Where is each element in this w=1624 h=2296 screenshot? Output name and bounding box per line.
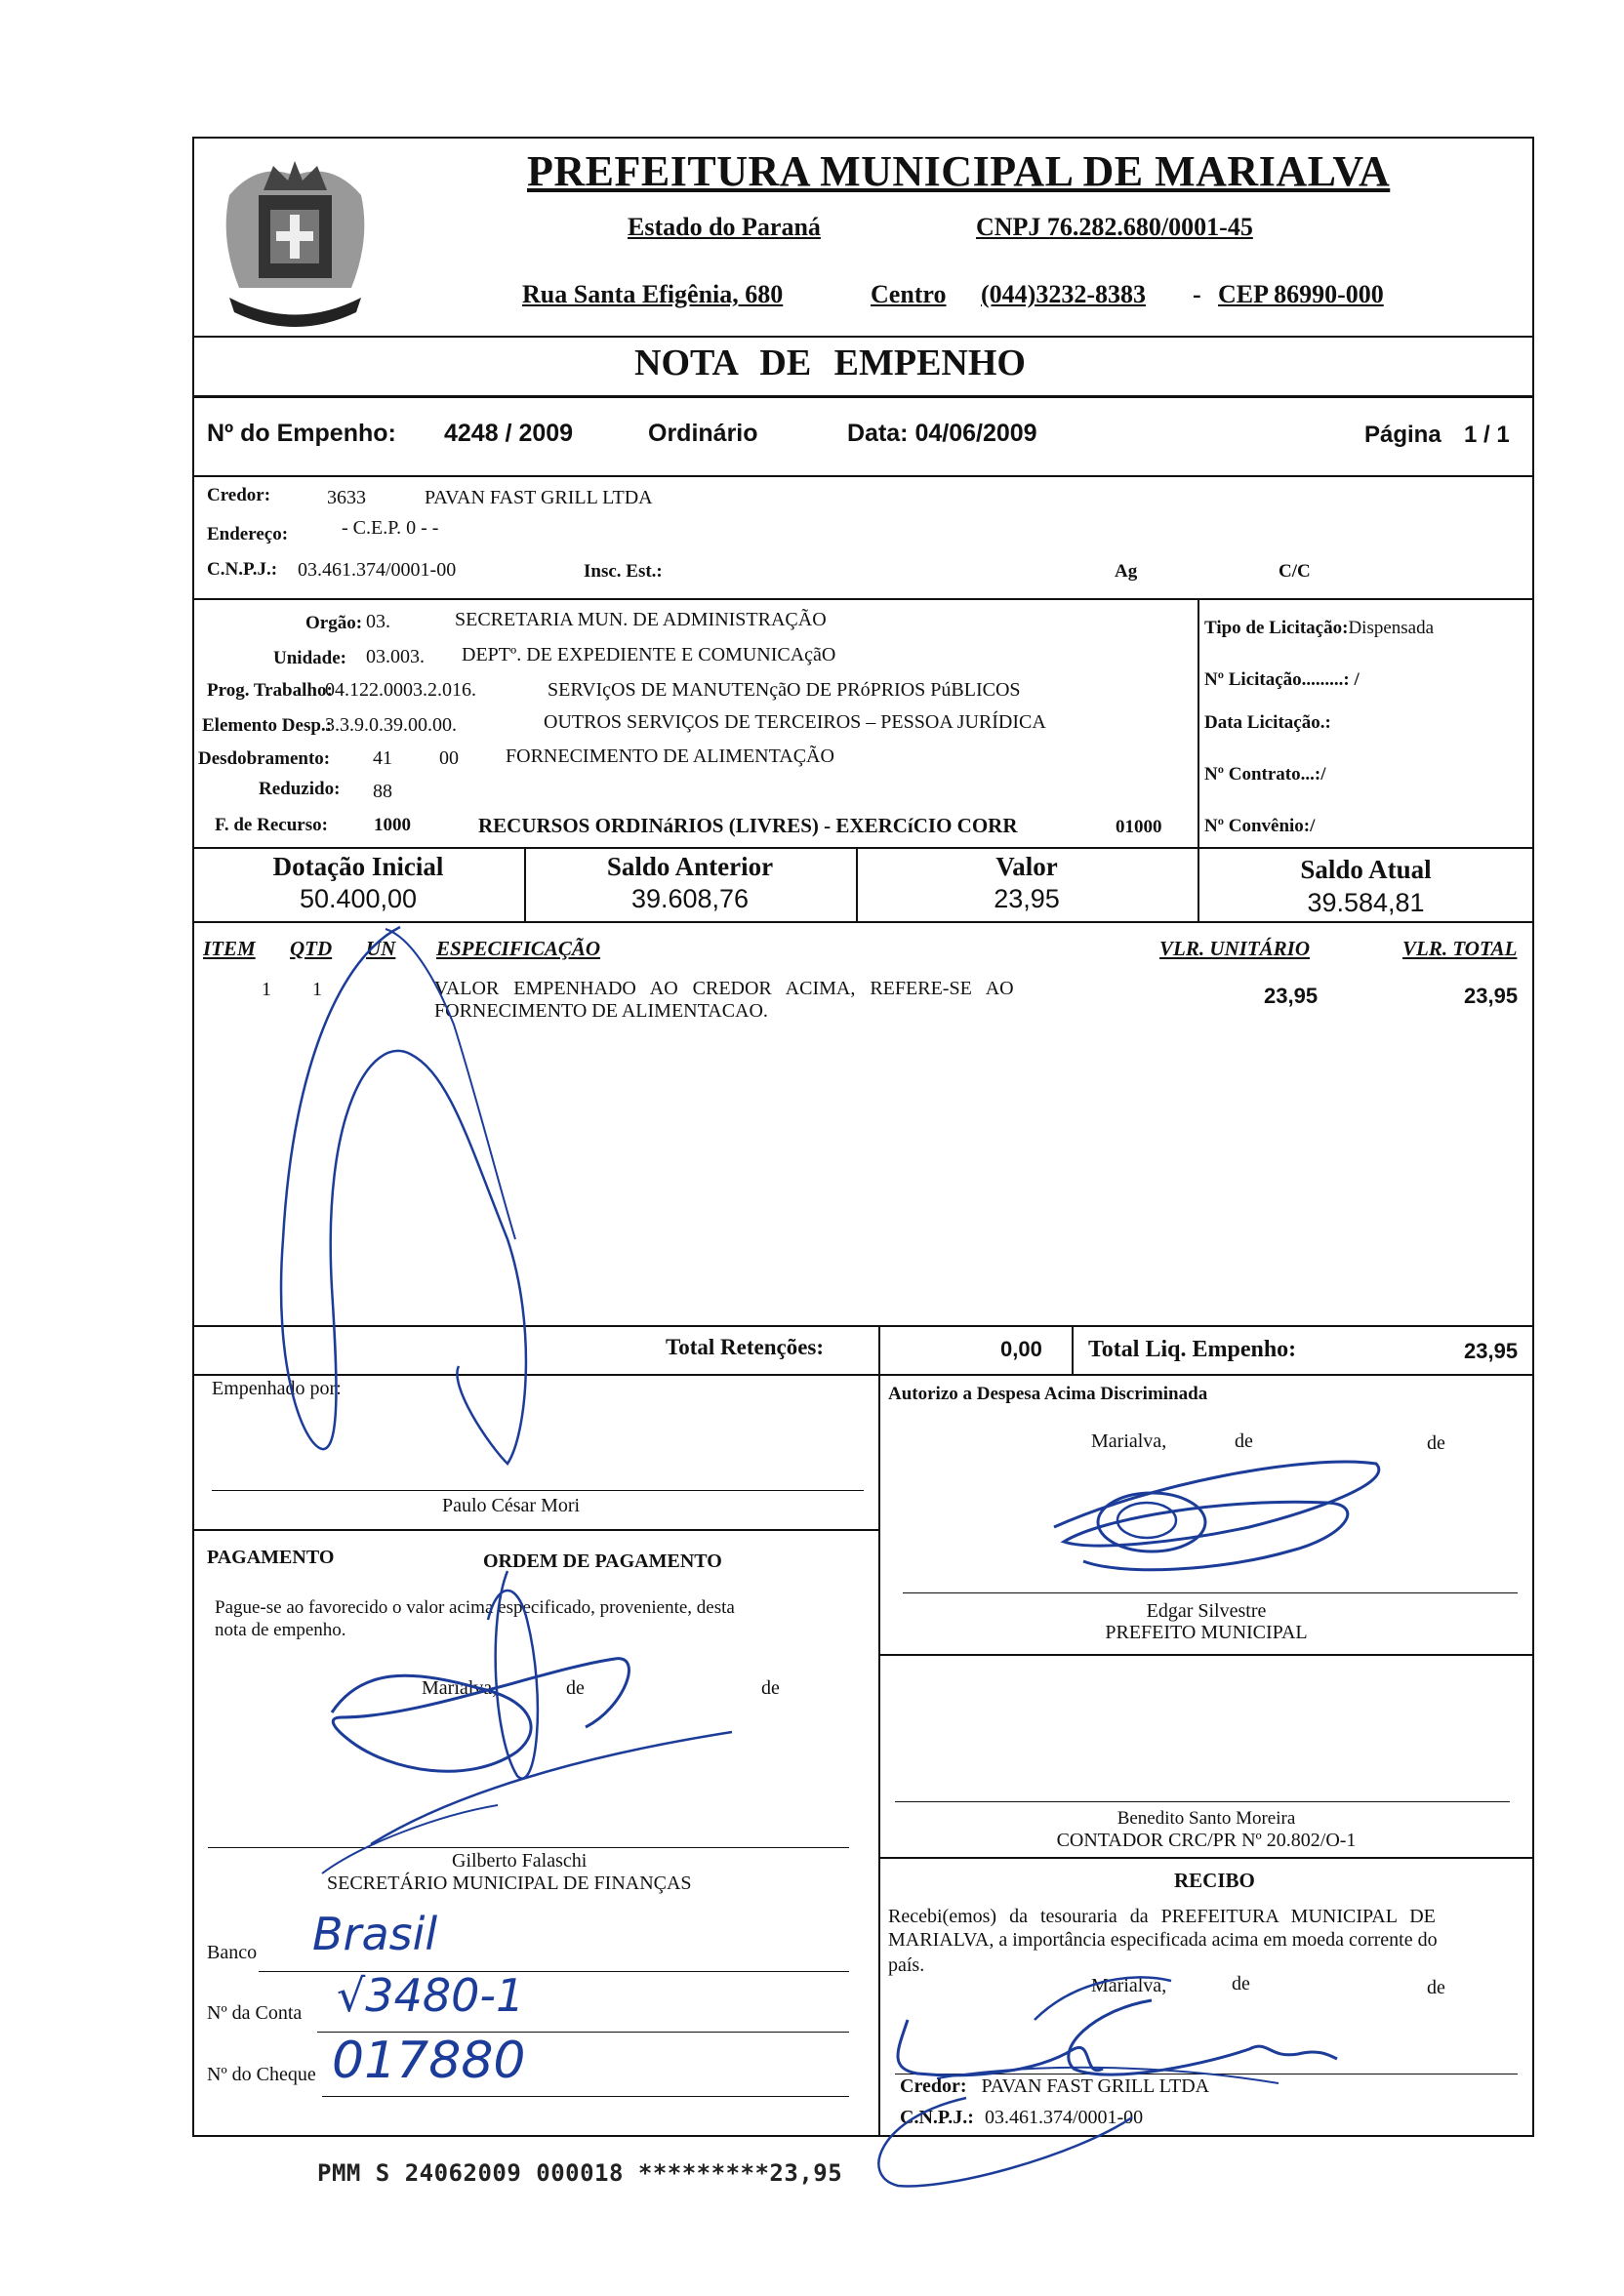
unidade-code: 03.003. — [366, 646, 425, 667]
payment-stamp: PMM S 24062009 000018 *********23,95 — [317, 2159, 843, 2187]
credor-signature — [839, 1961, 1386, 2195]
reduzido-label: Reduzido: — [259, 779, 341, 799]
conta-label: Nº da Conta — [207, 2002, 303, 2024]
col-header-unit-value: VLR. UNITÁRIO — [1159, 937, 1311, 960]
credor-cnpj-label: C.N.P.J.: — [207, 559, 278, 580]
pagamento-text-2: nota de empenho. — [215, 1620, 346, 1640]
credor-cnpj: 03.461.374/0001-00 — [298, 559, 457, 581]
header-dash: - — [1193, 280, 1201, 308]
municipal-crest-icon — [200, 141, 390, 337]
empenho-date: Data: 04/06/2009 — [847, 420, 1037, 447]
elemento-label: Elemento Desp.: — [202, 715, 332, 736]
header-street: Rua Santa Efigênia, 680 — [522, 280, 784, 308]
total-retencoes-value: 0,00 — [1000, 1337, 1042, 1361]
secretario-name: Gilberto Falaschi — [452, 1850, 588, 1872]
recibo-text-2: MARIALVA, a importância especificada acima em moeda corrente do — [888, 1929, 1438, 1951]
row-unit-value: 23,95 — [1264, 984, 1319, 1008]
contador-role: CONTADOR CRC/PR Nº 20.802/O-1 — [1056, 1830, 1357, 1851]
recibo-credor-value: PAVAN FAST GRILL LTDA — [981, 2075, 1210, 2097]
recibo-text-3: país. — [888, 1954, 925, 1976]
elemento-code: 3.3.9.0.39.00.00. — [325, 714, 457, 736]
header-cnpj: CNPJ 76.282.680/0001-45 — [976, 213, 1253, 241]
ag-label: Ag — [1115, 561, 1138, 582]
col-header-item: ITEM — [203, 937, 256, 960]
col-header-qtd: QTD — [290, 937, 333, 960]
autorizo-de-2: de — [1427, 1432, 1445, 1454]
contrato-number: Nº Contrato...:/ — [1204, 764, 1326, 785]
credor-name: PAVAN FAST GRILL LTDA — [425, 487, 653, 508]
saldo-anterior-value: 39.608,76 — [630, 884, 750, 913]
orgao-code: 03. — [366, 611, 390, 632]
total-retencoes-label: Total Retenções: — [666, 1335, 825, 1359]
conta-value: √3480-1 — [337, 1969, 525, 2022]
empenhado-name: Paulo César Mori — [442, 1495, 581, 1516]
empenho-number-label: Nº do Empenho: — [207, 420, 396, 447]
recibo-de-2: de — [1427, 1977, 1445, 1998]
row-total-value: 23,95 — [1464, 984, 1519, 1008]
credor-label: Credor: — [207, 485, 271, 505]
recibo-credor-label: Credor: — [900, 2075, 967, 2097]
pagamento-city: Marialva, — [422, 1677, 498, 1699]
prefeito-role: PREFEITO MUNICIPAL — [1105, 1622, 1308, 1643]
prog-trabalho-code: 04.122.0003.2.016. — [325, 679, 476, 701]
autorizo-city: Marialva, — [1091, 1430, 1167, 1452]
recibo-title: RECIBO — [1174, 1869, 1255, 1892]
recurso-desc: RECURSOS ORDINáRIOS (LIVRES) - EXERCíCIO CORR — [478, 814, 1018, 837]
contador-name: Benedito Santo Moreira — [1116, 1808, 1296, 1829]
header-district: Centro — [871, 280, 947, 308]
row-desc-line1: VALOR EMPENHADO AO CREDOR ACIMA, REFERE-SE AO — [434, 978, 1014, 999]
secretario-signature — [303, 1561, 742, 1893]
recurso-label: F. de Recurso: — [215, 815, 328, 835]
saldo-atual-label: Saldo Atual — [1300, 855, 1432, 884]
row-qtd: 1 — [312, 979, 322, 1000]
secretario-role: SECRETÁRIO MUNICIPAL DE FINANÇAS — [327, 1873, 692, 1894]
credor-code: 3633 — [327, 487, 366, 508]
prefeitura-title: PREFEITURA MUNICIPAL DE MARIALVA — [527, 147, 1391, 195]
cheque-value: 017880 — [332, 2032, 526, 2090]
valor-value: 23,95 — [994, 884, 1060, 913]
state-name: Estado do Paraná — [628, 213, 821, 241]
document-title: NOTA DE EMPENHO — [634, 342, 1026, 383]
pagamento-text-1: Pague-se ao favorecido o valor acima especificado, proveniente, desta — [215, 1597, 735, 1618]
desdobramento-sub: 00 — [439, 747, 459, 769]
empenho-type: Ordinário — [648, 420, 758, 447]
recurso-code: 1000 — [374, 815, 411, 835]
licitacao-number: Nº Licitação.........: / — [1204, 669, 1360, 690]
valor-label: Valor — [995, 852, 1058, 881]
row-desc-line2: FORNECIMENTO DE ALIMENTACAO. — [434, 1000, 768, 1022]
autorizo-de-1: de — [1235, 1430, 1253, 1452]
total-liq-value: 23,95 — [1464, 1339, 1519, 1363]
pagamento-de-1: de — [566, 1677, 585, 1699]
recibo-cnpj-value: 03.461.374/0001-00 — [984, 2107, 1144, 2128]
prefeito-name: Edgar Silvestre — [1146, 1600, 1267, 1622]
desdobramento-label: Desdobramento: — [198, 748, 331, 769]
unidade-desc: DEPTº. DE EXPEDIENTE E COMUNICAçãO — [462, 644, 836, 665]
ordem-pagamento-label: ORDEM DE PAGAMENTO — [483, 1551, 722, 1572]
recurso-num: 01000 — [1116, 817, 1162, 837]
licitacao-type-value: Dispensada — [1348, 618, 1435, 638]
pagamento-de-2: de — [761, 1677, 780, 1699]
col-header-un: UN — [366, 937, 396, 960]
desdobramento-code: 41 — [373, 747, 392, 769]
elemento-desc: OUTROS SERVIÇOS DE TERCEIROS – PESSOA JURÍDICA — [544, 711, 1046, 733]
desdobramento-desc: FORNECIMENTO DE ALIMENTAÇÃO — [506, 745, 834, 767]
reduzido-value: 88 — [373, 781, 392, 802]
convenio-number: Nº Convênio:/ — [1204, 816, 1316, 836]
empenhado-por-label: Empenhado por: — [212, 1378, 342, 1399]
recibo-cnpj-label: C.N.P.J.: — [900, 2107, 974, 2128]
licitacao-type-label: Tipo de Licitação: — [1204, 618, 1349, 638]
endereco-value: - C.E.P. 0 - - — [342, 517, 439, 539]
insc-est-label: Insc. Est.: — [584, 561, 663, 582]
recibo-de-1: de — [1232, 1973, 1250, 1994]
endereco-label: Endereço: — [207, 524, 289, 544]
col-header-total-value: VLR. TOTAL — [1402, 937, 1518, 960]
orgao-label: Orgão: — [305, 613, 363, 633]
col-header-especificacao: ESPECIFICAÇÃO — [436, 937, 601, 960]
page-label: Página — [1364, 422, 1441, 448]
total-liq-label: Total Liq. Empenho: — [1088, 1337, 1297, 1362]
pagamento-label: PAGAMENTO — [207, 1547, 335, 1568]
dotacao-inicial-value: 50.400,00 — [299, 884, 418, 913]
autorizo-label: Autorizo a Despesa Acima Discriminada — [888, 1384, 1208, 1404]
header-phone: (044)3232-8383 — [981, 280, 1146, 308]
prog-trabalho-label: Prog. Trabalho: — [207, 680, 333, 701]
unidade-label: Unidade: — [273, 648, 346, 668]
dotacao-inicial-label: Dotação Inicial — [272, 852, 444, 881]
large-signature-stroke — [264, 917, 586, 1483]
cc-label: C/C — [1279, 561, 1311, 582]
empenho-number: 4248 / 2009 — [444, 420, 574, 447]
orgao-desc: SECRETARIA MUN. DE ADMINISTRAÇÃO — [455, 609, 827, 630]
recibo-city: Marialva, — [1091, 1975, 1167, 1996]
saldo-anterior-label: Saldo Anterior — [606, 852, 774, 881]
prog-trabalho-desc: SERVIçOS DE MANUTENçãO DE PRóPRIOS PúBLICOS — [548, 679, 1021, 701]
licitacao-type — [1204, 618, 1434, 639]
header-cep: CEP 86990-000 — [1218, 280, 1384, 308]
row-item: 1 — [262, 979, 271, 1000]
prefeito-signature — [1035, 1444, 1396, 1591]
saldo-atual-value: 39.584,81 — [1307, 888, 1425, 917]
licitacao-date: Data Licitação.: — [1204, 712, 1331, 733]
page-number: 1 / 1 — [1464, 422, 1510, 448]
recibo-text-1: Recebi(emos) da tesouraria da PREFEITURA MUNICIPAL DE — [888, 1906, 1436, 1927]
cheque-label: Nº do Cheque — [207, 2064, 316, 2085]
banco-value: Brasil — [312, 1908, 438, 1960]
banco-label: Banco — [207, 1942, 258, 1963]
